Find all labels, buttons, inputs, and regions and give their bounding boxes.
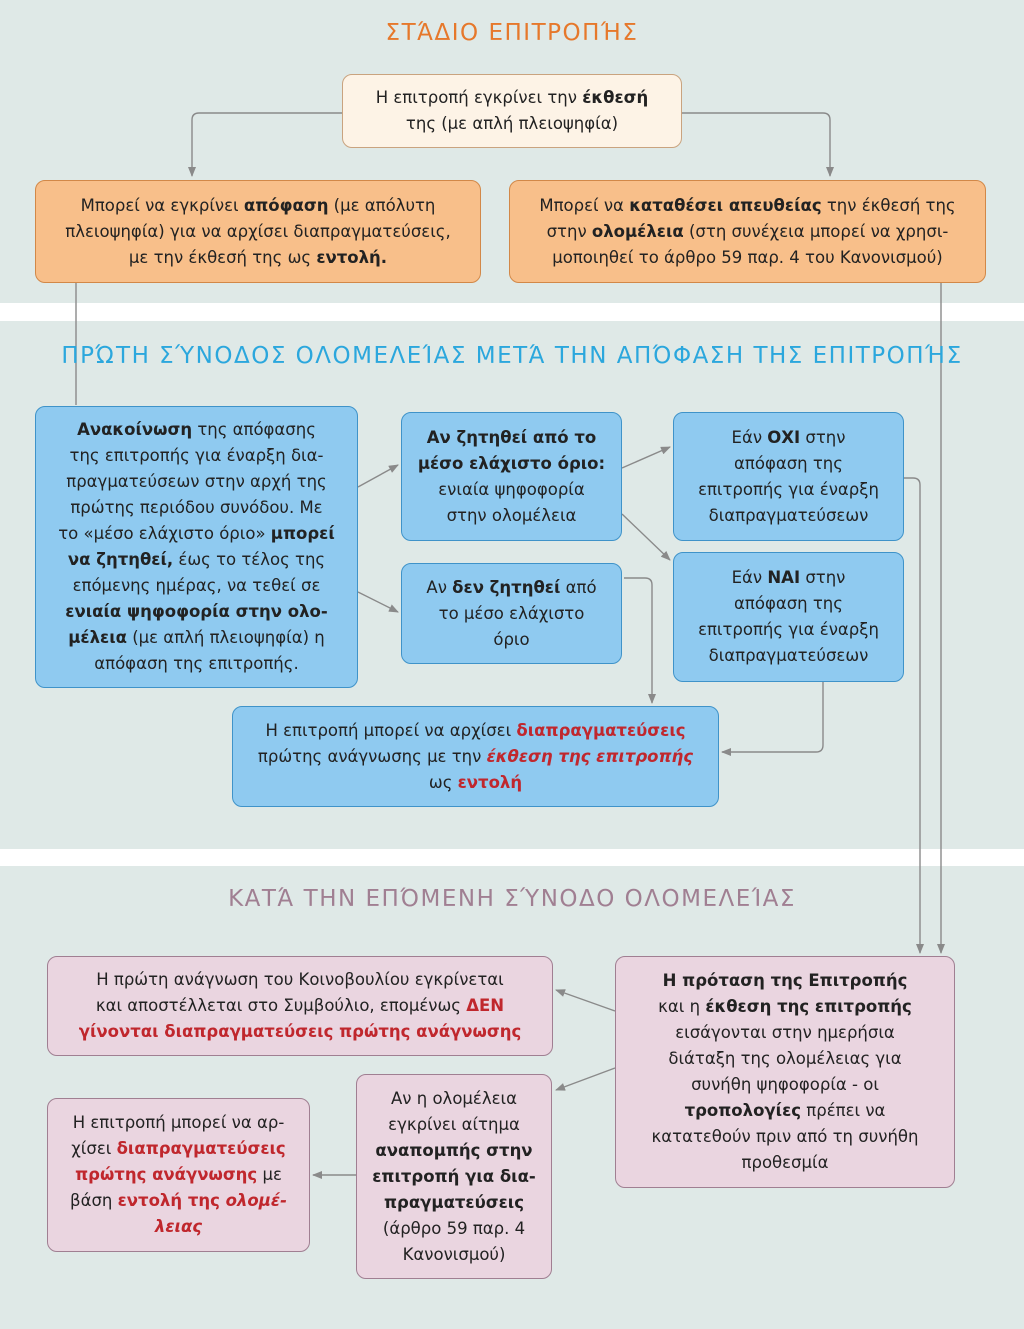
- box-text-bold: εντολή.: [316, 247, 388, 267]
- box-text-bold: καταθέσει απευθείας: [629, 195, 822, 215]
- box-text: πλειοψηφία) για να αρχίσει διαπραγματεύσεις,: [65, 221, 451, 241]
- connector-approve-to-mandate: [192, 113, 342, 176]
- box-text: Κανονισμού): [402, 1244, 506, 1264]
- box-text: Αν η ολομέλεια: [391, 1088, 517, 1108]
- box-text: εισάγονται στην ημερήσια: [675, 1023, 895, 1042]
- box-text: απόφαση της επιτροπής.: [94, 654, 299, 673]
- box-text: Η επιτροπή μπορεί να αρχίσει: [265, 720, 517, 740]
- commission-proposal-box: [615, 956, 955, 1188]
- box-text: επόμενης ημέρας, να τεθεί σε: [72, 576, 321, 595]
- if-not-requested-box: [401, 563, 622, 664]
- box-text: συνήθη ψηφοφορία - οι: [691, 1075, 879, 1094]
- if-yes-box: [673, 552, 904, 682]
- box-text: πρέπει να: [801, 1101, 886, 1120]
- box-text-bold: έκθεσή: [582, 88, 649, 107]
- box-text-bold: μέλεια: [68, 628, 127, 647]
- box-text: Η επιτροπή μπορεί να αρ-: [72, 1113, 285, 1132]
- box-text: της επιτροπής για έναρξη δια-: [69, 446, 324, 465]
- box-text: προθεσμία: [741, 1153, 829, 1172]
- box-text: (στη συνέχεια μπορεί να χρησι-: [683, 221, 949, 241]
- box-text: Μπορεί να εγκρίνει: [80, 195, 244, 215]
- negotiation-mandate-box: [232, 706, 719, 807]
- box-text: το μέσο ελάχιστο: [438, 603, 585, 623]
- box-text-highlight: εντολή της: [117, 1191, 226, 1210]
- box-text: (άρθρο 59 παρ. 4: [382, 1218, 526, 1238]
- referral-request-box: [356, 1074, 552, 1279]
- table-directly-box: [509, 180, 986, 283]
- connector-not-requested-to-negotiate: [624, 578, 652, 703]
- box-text: με την έκθεσή της ως: [128, 247, 317, 267]
- box-text-bold: ΟΧΙ: [767, 427, 801, 447]
- box-text-highlight: ΔΕΝ: [466, 996, 505, 1015]
- box-text-bold: να ζητηθεί,: [67, 550, 174, 569]
- connector-approve-to-table: [682, 113, 830, 176]
- box-text: και αποστέλλεται στο Συμβούλιο, επομένως: [95, 996, 467, 1015]
- box-text: Η επιτροπή εγκρίνει την: [375, 88, 583, 107]
- box-text: της απόφασης: [192, 420, 316, 439]
- box-text-bold: μπορεί: [270, 524, 335, 543]
- if-no-box: [673, 412, 904, 541]
- box-text: μοποιηθεί το άρθρο 59 παρ. 4 του Κανονισμού): [552, 247, 943, 267]
- box-text: απόφαση της: [734, 453, 843, 473]
- box-text: επιτροπής για έναρξη: [698, 620, 879, 639]
- if-requested-box: [401, 412, 622, 541]
- box-text: (με απόλυτη: [328, 195, 436, 215]
- box-text-highlight: εντολή: [457, 772, 523, 792]
- box-text: (με απλή πλειοψηφία) η: [126, 628, 325, 647]
- first-plenary-title: ΠΡΏΤΗ ΣΎΝΟΔΟΣ ΟΛΟΜΕΛΕΊΑΣ ΜΕΤΆ ΤΗΝ ΑΠΌΦΑΣΗ ΤΗΣ ΕΠΙΤΡΟΠΉΣ: [61, 343, 963, 369]
- connector-proposal-to-first-reading: [556, 990, 615, 1011]
- next-plenary-title: ΚΑΤΆ ΤΗΝ ΕΠΌΜΕΝΗ ΣΎΝΟΔΟ ΟΛΟΜΕΛΕΊΑΣ: [228, 886, 796, 912]
- first-reading-approved-box: [47, 956, 553, 1056]
- box-text: Μπορεί να: [539, 195, 630, 215]
- connector-yes-to-negotiate: [722, 682, 823, 752]
- box-text: πραγματεύσεων στην αρχή της: [66, 472, 327, 491]
- box-text-bold: απόφαση: [243, 195, 329, 215]
- box-text: της (με απλή πλειοψηφία): [405, 114, 619, 133]
- committee-mandate-box: [35, 180, 481, 283]
- box-text: απόφαση της: [734, 594, 843, 613]
- box-text: Εάν: [731, 427, 768, 447]
- box-text: στην: [546, 221, 592, 241]
- committee-stage-title: ΣΤΆΔΙΟ ΕΠΙΤΡΟΠΉΣ: [385, 20, 639, 46]
- connector-requested-to-no: [622, 447, 670, 468]
- box-text-bold: Αν ζητηθεί από το: [426, 427, 597, 447]
- box-text: στην: [800, 427, 846, 447]
- box-text-bold: πραγματεύσεις: [383, 1192, 525, 1212]
- box-text: χίσει: [71, 1139, 117, 1158]
- box-text-highlight: ολομέ-: [225, 1191, 287, 1210]
- box-text: και η: [658, 997, 706, 1016]
- connector-no-to-proposal: [904, 478, 920, 953]
- box-text: το «μέσο ελάχιστο όριο»: [58, 524, 271, 543]
- box-text-bold: επιτροπή για δια-: [372, 1166, 536, 1186]
- box-text-highlight: έκθεση της επιτροπής: [486, 746, 694, 766]
- box-text: διαπραγματεύσεων: [708, 646, 869, 665]
- box-text: εγκρίνει αίτημα: [388, 1114, 520, 1134]
- box-text-bold: ΝΑΙ: [767, 568, 801, 587]
- box-text: στην ολομέλεια: [446, 505, 577, 525]
- box-text: Η πρώτη ανάγνωση του Κοινοβουλίου εγκρίνεται: [96, 970, 504, 989]
- box-text: βάση: [70, 1191, 118, 1210]
- plenary-mandate-box: [47, 1098, 310, 1252]
- box-text-bold: αναπομπής στην: [375, 1140, 533, 1160]
- box-text-bold: Ανακοίνωση: [77, 420, 193, 439]
- box-text: έως το τέλος της: [173, 550, 326, 569]
- box-text: Αν: [426, 577, 453, 597]
- connector-proposal-to-referral: [556, 1068, 615, 1090]
- box-text-bold: έκθεση της επιτροπής: [705, 997, 912, 1016]
- box-text: επιτροπής για έναρξη: [698, 479, 879, 499]
- box-text: όριο: [493, 629, 530, 649]
- connector-announce-to-not-requested: [358, 592, 398, 612]
- announcement-box: [35, 406, 358, 688]
- box-text: ενιαία ψηφοφορία: [438, 479, 585, 499]
- connector-announce-to-requested: [358, 465, 398, 487]
- box-text-bold: ενιαία ψηφοφορία στην ολο-: [65, 602, 328, 621]
- box-text: με: [257, 1165, 282, 1184]
- connector-requested-to-yes: [622, 514, 670, 560]
- box-text-highlight: διαπραγματεύσεις: [516, 720, 686, 740]
- box-text: πρώτης ανάγνωσης με την: [257, 746, 487, 766]
- box-text-bold: ολομέλεια: [591, 221, 684, 241]
- box-text-highlight: γίνονται διαπραγματεύσεις πρώτης ανάγνωσης: [78, 1022, 522, 1041]
- box-text: πρώτης περιόδου συνόδου. Με: [70, 498, 323, 517]
- box-text: Εάν: [731, 568, 768, 587]
- box-text-highlight: λειας: [154, 1217, 203, 1236]
- box-text: διαπραγματεύσεων: [708, 505, 869, 525]
- box-text-bold: δεν ζητηθεί: [452, 577, 561, 597]
- box-text: την έκθεσή της: [821, 195, 956, 215]
- box-text-highlight: πρώτης ανάγνωσης: [75, 1165, 258, 1184]
- box-text-bold: τροπολογίες: [684, 1101, 802, 1120]
- committee-approves-report-box: [342, 74, 682, 148]
- box-text-highlight: διαπραγματεύσεις: [116, 1139, 286, 1158]
- box-text: από: [560, 577, 597, 597]
- box-text-bold: Η πρόταση της Επιτροπής: [662, 971, 908, 990]
- box-text-bold: μέσο ελάχιστο όριο:: [417, 453, 606, 473]
- box-text: κατατεθούν πριν από τη συνήθη: [651, 1127, 919, 1146]
- box-text: ως: [428, 772, 458, 792]
- box-text: στην: [800, 568, 846, 587]
- box-text: διάταξη της ολομέλειας για: [668, 1049, 902, 1068]
